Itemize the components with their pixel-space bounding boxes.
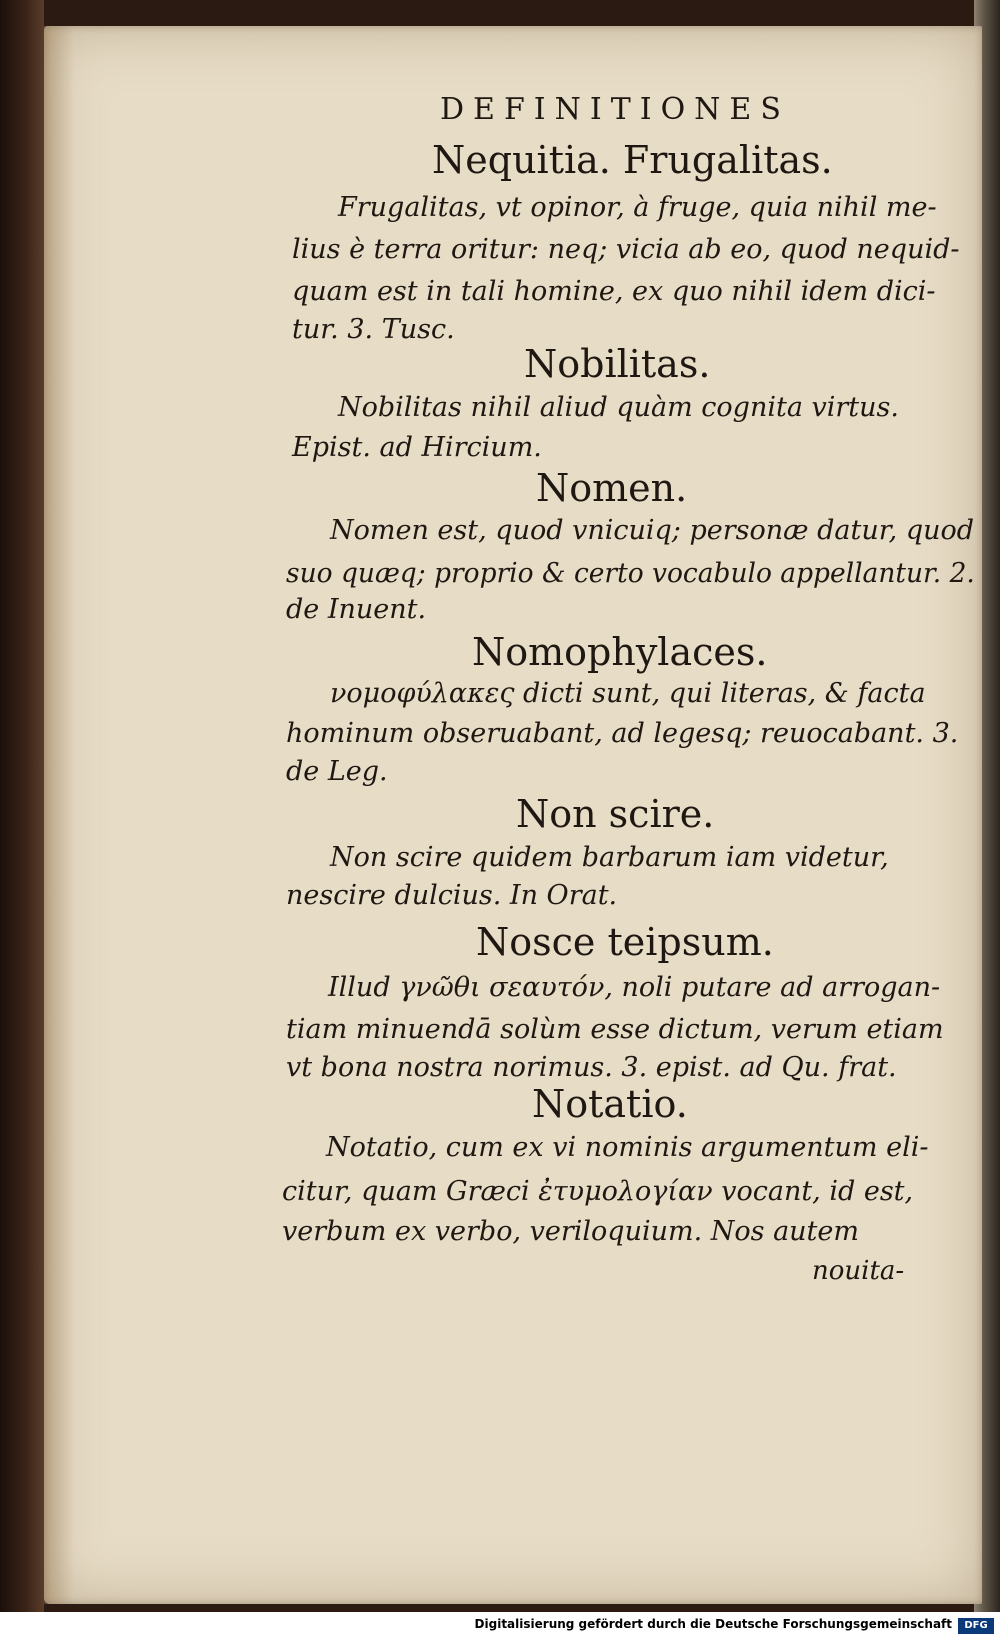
entry-heading: Nequitia. Frugalitas. [432, 138, 833, 182]
entry-line: Nobilitas nihil aliud quàm cognita virtus. [338, 392, 899, 423]
entry-line: Notatio, cum ex vi nominis argumentum eli- [326, 1132, 929, 1163]
entry-line: vt bona nostra norimus. 3. epist. ad Qu. frat. [286, 1052, 897, 1083]
entry-line: suo quæq; proprio & certo vocabulo appellantur. 2. [286, 558, 975, 589]
entry-heading: Nomophylaces. [472, 630, 768, 674]
entry-line: νομοφύλακες dicti sunt, qui literas, & facta [330, 678, 926, 709]
entry-line: verbum ex verbo, veriloquium. Nos autem [282, 1216, 859, 1247]
entry-line: Frugalitas, vt opinor, à fruge, quia nihil me- [338, 192, 937, 223]
dfg-logo: DFG [958, 1618, 994, 1634]
book-binding-edge [0, 0, 44, 1612]
entry-heading: Notatio. [532, 1082, 688, 1126]
entry-line: de Inuent. [286, 594, 427, 625]
entry-line: lius è terra oritur: neq; vicia ab eo, quod nequid- [292, 234, 960, 265]
entry-line: Non scire quidem barbarum iam videtur, [330, 842, 889, 873]
digitization-footer [0, 1612, 1000, 1642]
footer-credit: Digitalisierung gefördert durch die Deutsche Forschungsgemeinschaft [474, 1617, 952, 1631]
entry-line: tur. 3. Tusc. [292, 314, 455, 345]
running-head: DEFINITIONES [440, 92, 790, 127]
entry-heading: Nomen. [536, 466, 688, 510]
entry-line: nescire dulcius. In Orat. [286, 880, 618, 911]
catchword: nouita- [812, 1256, 905, 1286]
page-fold-shadow [44, 26, 74, 1604]
entry-line: tiam minuendā solùm esse dictum, verum etiam [286, 1014, 944, 1045]
entry-heading: Non scire. [516, 792, 715, 836]
entry-heading: Nobilitas. [524, 342, 711, 386]
entry-line: Illud γνῶθι σεαυτόν, noli putare ad arrogan- [328, 972, 941, 1003]
entry-line: citur, quam Græci ἐτυμολογίαν vocant, id est, [282, 1176, 914, 1207]
entry-line: quam est in tali homine, ex quo nihil idem dici- [292, 276, 936, 307]
entry-line: hominum obseruabant, ad legesq; reuocabant. 3. [286, 718, 959, 749]
entry-line: Nomen est, quod vnicuiq; personæ datur, quod [330, 515, 975, 546]
entry-line: Epist. ad Hircium. [292, 432, 542, 463]
entry-heading: Nosce teipsum. [476, 920, 774, 964]
entry-line: de Leg. [286, 756, 388, 787]
